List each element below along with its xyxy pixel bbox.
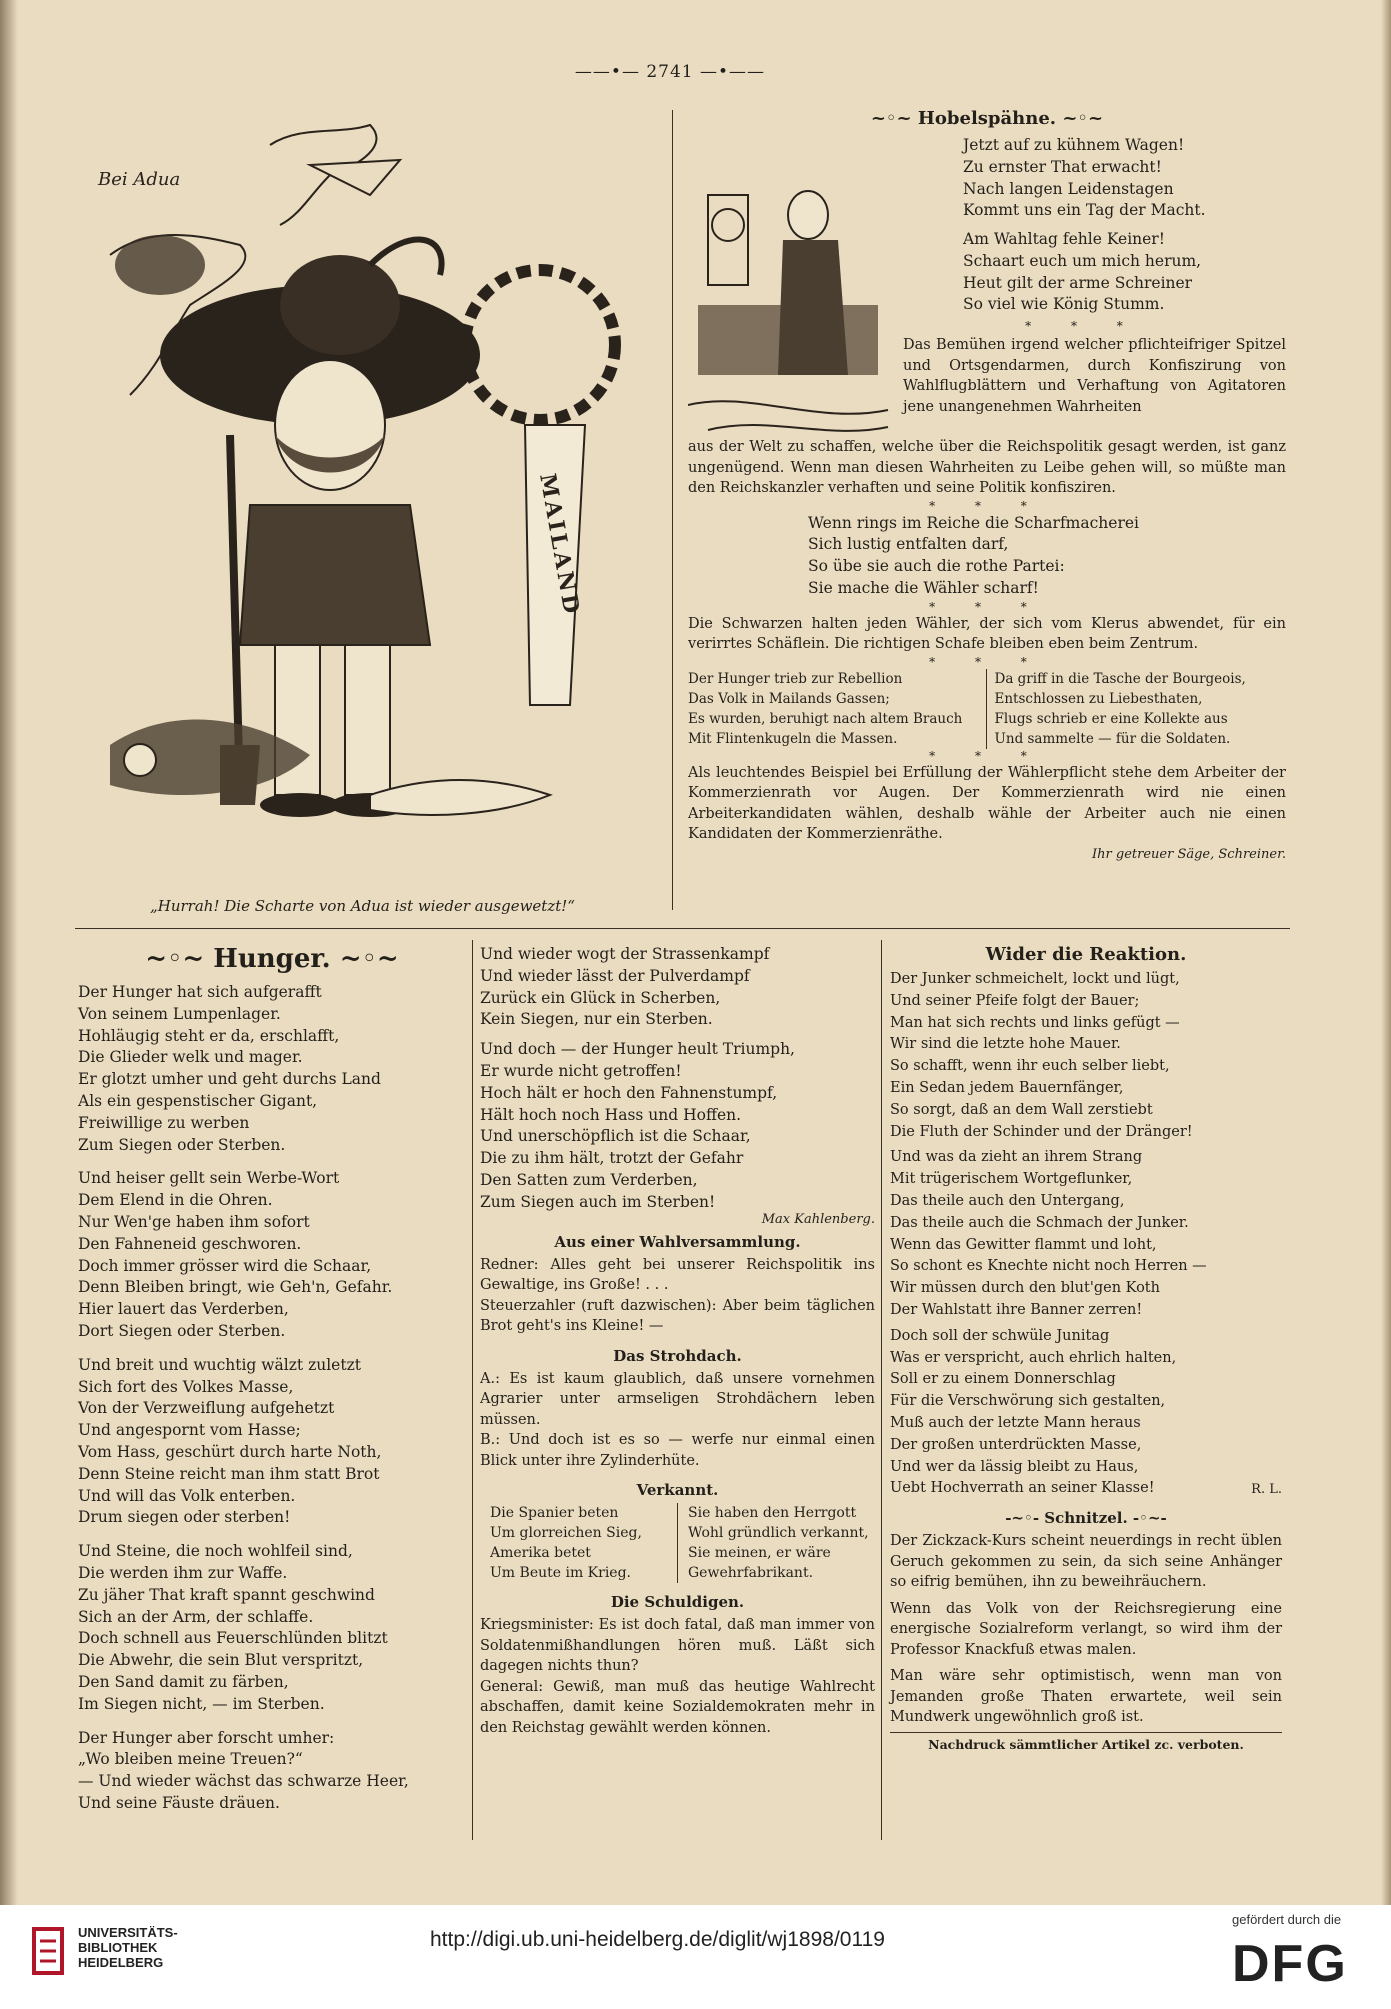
verse-line: Was er verspricht, auch ehrlich halten, (890, 1349, 1177, 1366)
verse-line: Die Abwehr, die sein Blut verspritzt, (78, 1651, 364, 1670)
verse-line: Zum Siegen auch im Sterben! (480, 1192, 716, 1211)
schuldigen-text-a: Kriegsminister: Es ist doch fatal, daß man immer von Soldatenmißhandlungen hören muß. Läßt sich dagegen nichts thun? (480, 1617, 875, 1675)
reprint-notice: Nachdruck sämmtlicher Artikel zc. verboten. (928, 1736, 1244, 1752)
verse-line: Dort Siegen oder Sterben. (78, 1321, 286, 1340)
column-divider-1 (472, 940, 473, 1840)
verse-line: Und breit und wuchtig wälzt zuletzt (78, 1355, 361, 1374)
verse-line: Denn Steine reicht man ihm statt Brot (78, 1464, 380, 1483)
hobel-signature: Ihr getreuer Säge, Schreiner. (1092, 846, 1286, 862)
verse-line: Vom Hass, geschürt durch harte Noth, (78, 1442, 382, 1461)
verse-line: Zum Siegen oder Sterben. (78, 1135, 286, 1154)
hunger-title: ~◦~ Hunger. ~◦~ (145, 944, 399, 974)
nachdruck-rule (890, 1732, 1282, 1733)
verse-line: Die zu ihm hält, trotzt der Gefahr (480, 1149, 744, 1168)
verse-line: Mit Flintenkugeln die Massen. (688, 730, 898, 747)
separator-stars: * * * (1025, 319, 1141, 333)
verse-line: Muß auch der letzte Mann heraus (890, 1414, 1141, 1431)
wider-stanza-1 (890, 969, 1282, 1143)
verse-line: Jetzt auf zu kühnem Wagen! (963, 136, 1185, 154)
separator-stars: * * * (929, 654, 1045, 669)
library-name-line: HEIDELBERG (78, 1955, 164, 1970)
verse-line: Soll er zu einem Donnerschlag (890, 1371, 1116, 1388)
verse-line: Gewehrfabrikant. (688, 1565, 814, 1582)
funding-note: gefördert durch die (1232, 1912, 1342, 1927)
verse-line: Von der Verzweiflung aufgehetzt (78, 1399, 335, 1418)
cartoon-illustration (70, 105, 660, 905)
verse-line: Doch immer grösser wird die Schaar, (78, 1256, 372, 1275)
carpenter-vignette (688, 135, 893, 445)
verkannt-right (678, 1503, 875, 1583)
verse-line: Entschlossen zu Liebesthaten, (994, 690, 1203, 707)
strohdach-text-a: A.: Es ist kaum glaublich, daß unsere vornehmen Agrarier unter armseligen Strohdächern leben müssen. (480, 1370, 875, 1428)
verse-line: Sie mache die Wähler scharf! (808, 578, 1039, 597)
verse-line: — Und wieder wächst das schwarze Heer, (78, 1772, 409, 1791)
verse-line: Der Junker schmeichelt, lockt und lügt, (890, 971, 1180, 987)
verse-line: Der Hunger trieb zur Rebellion (688, 670, 903, 687)
hobel-verse-3 (808, 513, 1286, 600)
verse-line: Zu jäher That kraft spannt geschwind (78, 1585, 375, 1604)
verkannt-verse (480, 1503, 875, 1583)
verse-line: Den Sand damit zu färben, (78, 1672, 289, 1691)
verse-line: Den Satten zum Verderben, (480, 1170, 698, 1189)
verse-line: Wohl gründlich verkannt, (688, 1525, 869, 1542)
digitization-footer (0, 1905, 1391, 2009)
verse-line: Der Wahlstatt ihre Banner zerren! (890, 1301, 1143, 1318)
library-name-line: UNIVERSITÄTS- (78, 1925, 178, 1940)
hobel-verse-4-right (987, 669, 1287, 749)
verse-line: So sorgt, daß an dem Wall zerstiebt (890, 1101, 1153, 1118)
hunger-stanza-6 (480, 944, 875, 1031)
verse-line: So schont es Knechte nicht noch Herren — (890, 1258, 1207, 1275)
poem-author: Max Kahlenberg. (761, 1211, 875, 1227)
verse-line: Hohläugig steht er da, erschlafft, (78, 1026, 340, 1045)
verse-line: Die Fluth der Schinder und der Dränger! (890, 1123, 1193, 1140)
verse-line: Und wieder lässt der Pulverdampf (480, 966, 750, 985)
middle-column (480, 944, 875, 1738)
verse-line: Die Glieder welk und mager. (78, 1048, 303, 1067)
verse-line: Das Volk in Mailands Gassen; (688, 690, 890, 707)
verse-line: Kein Siegen, nur ein Sterben. (480, 1010, 713, 1029)
hunger-stanza-4 (78, 1541, 466, 1715)
hunger-stanza-7 (480, 1039, 875, 1213)
verse-line: Den Fahneneid geschworen. (78, 1234, 302, 1253)
schnitzel-text-3: Man wäre sehr optimistisch, wenn man von Jemanden große Thaten erwartete, weil sein Mundwerk ungewöhnlich groß ist. (890, 1668, 1282, 1726)
verse-line: Sie haben den Herrgott (688, 1505, 857, 1522)
hunger-stanza-2 (78, 1168, 466, 1342)
dfg-logo: DFG (1232, 1935, 1348, 1993)
verse-line: Von seinem Lumpenlager. (78, 1004, 281, 1023)
hunger-title-text: Hunger. (213, 944, 331, 974)
separator-stars: * * * (929, 498, 1045, 513)
hobel-verse-4-left (688, 669, 987, 749)
verse-line: Kommt uns ein Tag der Macht. (963, 201, 1206, 220)
wider-stanza-3 (890, 1326, 1282, 1500)
verse-line: Und doch — der Hunger heult Triumph, (480, 1040, 795, 1059)
right-column (890, 944, 1282, 1752)
hunger-poem (78, 944, 466, 1815)
verse-line: Und unerschöpflich ist die Schaar, (480, 1127, 751, 1146)
verse-line: Da griff in die Tasche der Bourgeois, (994, 670, 1246, 687)
horizontal-divider (75, 928, 1290, 929)
separator-stars: * * * (929, 748, 1045, 763)
library-name-line: BIBLIOTHEK (78, 1940, 158, 1955)
verse-line: Amerika betet (490, 1545, 591, 1562)
verse-line: Und wieder wogt der Strassenkampf (480, 945, 770, 963)
hobelspaehne-section (688, 108, 1286, 862)
verse-line: Hält hoch noch Hass und Hoffen. (480, 1105, 742, 1124)
verse-line: Wir sind die letzte hohe Mauer. (890, 1036, 1121, 1053)
verse-line: „Wo bleiben meine Treuen?“ (78, 1750, 303, 1769)
verse-line: Um Beute im Krieg. (490, 1565, 632, 1582)
schnitzel-title: -~◦- Schnitzel. -◦~- (1005, 1509, 1167, 1528)
separator-stars: * * * (929, 599, 1045, 614)
hobel-verse-4 (688, 669, 1286, 749)
verkannt-title: Verkannt. (636, 1481, 719, 1500)
university-logo-icon (30, 1923, 70, 1983)
schnitzel-text-2: Wenn das Volk von der Reichsregierung eine energische Sozialreform verlangt, so wird ihm der Professor Knackfuß etwas malen. (890, 1600, 1282, 1658)
verse-line: Für die Verschwörung sich gestalten, (890, 1393, 1166, 1410)
verse-line: Heut gilt der arme Schreiner (963, 273, 1193, 292)
hobel-verse-2 (963, 229, 1201, 316)
verse-line: Schaart euch um mich herum, (963, 251, 1202, 270)
verse-line: So viel wie König Stumm. (963, 295, 1165, 314)
column-divider-2 (881, 940, 882, 1840)
verkannt-left (480, 1503, 678, 1583)
verse-line: Sich fort des Volkes Masse, (78, 1377, 294, 1396)
verse-line: Hoch hält er hoch den Fahnenstumpf, (480, 1083, 778, 1102)
verse-line: Am Wahltag fehle Keiner! (963, 230, 1165, 248)
verse-line: Und will das Volk enterben. (78, 1486, 296, 1505)
cartoon-drawing (70, 105, 660, 905)
verse-line: Die werden ihm zur Waffe. (78, 1563, 288, 1582)
verse-line: Dem Elend in die Ohren. (78, 1191, 273, 1210)
wahlversammlung-text-1: Redner: Alles geht bei unserer Reichspolitik ins Gewaltige, ins Große! . . . (480, 1256, 875, 1294)
verse-line: Wenn rings im Reiche die Scharfmacherei (808, 513, 1139, 532)
verse-line: Die Spanier beten (490, 1505, 619, 1522)
strohdach-title: Das Strohdach. (613, 1346, 742, 1365)
page-edge-right (1381, 0, 1391, 1905)
verse-line: Sich lustig entfalten darf, (808, 535, 1009, 554)
verse-line: Er glotzt umher und geht durchs Land (78, 1070, 381, 1089)
verse-line: Das theile auch die Schmach der Junker. (890, 1214, 1189, 1231)
verse-line: Ein Sedan jedem Bauernfänger, (890, 1079, 1124, 1096)
verse-line: So übe sie auch die rothe Partei: (808, 557, 1065, 576)
verse-line: Als ein gespenstischer Gigant, (78, 1091, 318, 1110)
verse-line: Er wurde nicht getroffen! (480, 1061, 682, 1080)
wahlversammlung-text-2: Steuerzahler (ruft dazwischen): Aber beim täglichen Brot geht's ins Kleine! — (480, 1297, 875, 1335)
verse-line: Und angespornt vom Hasse; (78, 1421, 301, 1440)
verse-line: Denn Bleiben bringt, wie Geh'n, Gefahr. (78, 1278, 393, 1297)
library-name (78, 1925, 178, 1970)
schnitzel-title-text: Schnitzel. (1044, 1509, 1128, 1528)
column-divider-top (672, 110, 673, 910)
hobelspaehne-title: ~◦~ Hobelspähne. ~◦~ (870, 108, 1104, 129)
hunger-stanza-5 (78, 1728, 466, 1815)
hobel-prose-3: Als leuchtendes Beispiel bei Erfüllung der Wählerpflicht stehe dem Arbeiter der Kommerzienrath vor Augen. Der Kommerzienrath wird nie einen Arbeiterkandidaten wählen, deshalb wähle der Arbeiter auch nie einen Kandidaten der Kommerzienräthe. (688, 764, 1286, 843)
verse-line: Und seiner Pfeife folgt der Bauer; (890, 992, 1140, 1009)
strohdach-text-b: B.: Und doch ist es so — werfe nur einmal einen Blick unter ihre Zylinderhüte. (480, 1432, 875, 1469)
wider-signature: R. L. (1251, 1482, 1282, 1498)
source-url-link[interactable]: http://digi.ub.uni-heidelberg.de/diglit/wj1898/0119 (430, 1928, 885, 1951)
schuldigen-title: Die Schuldigen. (610, 1593, 745, 1612)
hunger-stanza-3 (78, 1355, 466, 1529)
sash-text: MAILAND (534, 471, 585, 619)
verse-line: Mit trügerischem Wortgeflunker, (890, 1171, 1133, 1188)
verse-line: Man hat sich rechts und links gefügt — (890, 1014, 1180, 1031)
verse-line: Hier lauert das Verderben, (78, 1300, 289, 1319)
verse-line: Der Hunger hat sich aufgerafft (78, 983, 322, 1001)
verse-line: Sie meinen, er wäre (688, 1545, 831, 1562)
verse-line: Doch schnell aus Feuerschlünden blitzt (78, 1629, 388, 1648)
verse-line: Um glorreichen Sieg, (490, 1525, 642, 1542)
verse-line: Und seine Fäuste dräuen. (78, 1793, 280, 1812)
schuldigen-text-b: General: Gewiß, man muß das heutige Wahlrecht abschaffen, damit keine Sozialdemokraten mehr in den Reichstag gewählt werden können. (480, 1678, 875, 1736)
verse-line: Zurück ein Glück in Scherben, (480, 988, 721, 1007)
verse-line: Drum siegen oder sterben! (78, 1508, 291, 1527)
verse-line: Wenn das Gewitter flammt und loht, (890, 1236, 1157, 1253)
page-number-value: 2741 (646, 62, 694, 82)
verse-line: Nach langen Leidenstagen (963, 179, 1174, 198)
hobelspaehne-title-text: Hobelspähne. (917, 108, 1057, 129)
verse-line: Und sammelte — für die Soldaten. (994, 730, 1231, 747)
page-edge-left (0, 0, 18, 1905)
verse-line: Es wurden, beruhigt nach altem Brauch (688, 710, 963, 727)
hobel-prose-1b: aus der Welt zu schaffen, welche über die Reichspolitik gesagt werden, ist ganz ungenügend. Wenn man diesen Wahrheiten zu Leibe gehen will, so müßte man den Reichskanzler verhaften und seine Politik konfisziren. (688, 439, 1286, 496)
verse-line: Und wer da lässig bleibt zu Haus, (890, 1458, 1139, 1475)
cartoon-caption: „Hurrah! Die Scharte von Adua ist wieder ausgewetzt!“ (150, 897, 575, 915)
verse-line: Und heiser gellt sein Werbe-Wort (78, 1169, 340, 1188)
verse-line: Zu ernster That erwacht! (963, 157, 1162, 176)
verse-line: Der Hunger aber forscht umher: (78, 1728, 335, 1747)
wider-stanza-2 (890, 1147, 1282, 1321)
hunger-stanza-1 (78, 982, 466, 1156)
verse-line: Das theile auch den Untergang, (890, 1192, 1125, 1209)
verse-line: Sich an der Arm, der schlaffe. (78, 1607, 314, 1626)
hobel-prose-2: Die Schwarzen halten jeden Wähler, der sich vom Klerus abwendet, für ein verirrtes Schäflein. Die richtigen Schafe bleiben eben beim Zentrum. (688, 615, 1286, 653)
hobel-prose-1a: Das Bemühen irgend welcher pflichteifriger Spitzel und Ortsgendarmen, durch Konfiszirung von Wahlflugblättern und Verhaftung von Agitatoren jene unangenehmen Wahrheiten (903, 337, 1286, 415)
schnitzel-text-1: Der Zickzack-Kurs scheint neuerdings in recht üblen Geruch gekommen zu sein, da sich seine Anhänger so eifrig bemühen, ihn zu beweihräuchern. (890, 1533, 1282, 1591)
hobel-verse-1 (963, 135, 1206, 222)
verse-line: Wir müssen durch den blut'gen Koth (890, 1280, 1160, 1297)
verse-line: Nur Wen'ge haben ihm sofort (78, 1212, 310, 1231)
wider-title: Wider die Reaktion. (985, 944, 1187, 965)
wahlversammlung-title: Aus einer Wahlversammlung. (554, 1232, 801, 1251)
verse-line: Und was da zieht an ihrem Strang (890, 1149, 1143, 1166)
verse-line: So schafft, wenn ihr euch selber liebt, (890, 1058, 1170, 1075)
verse-line: Der großen unterdrückten Masse, (890, 1436, 1142, 1453)
verse-line: Freiwillige zu werben (78, 1113, 250, 1132)
verse-line: Im Siegen nicht, — im Sterben. (78, 1694, 325, 1713)
verse-line: Flugs schrieb er eine Kollekte aus (994, 710, 1228, 727)
verse-line: Doch soll der schwüle Junitag (890, 1327, 1110, 1344)
page-number: ——•— 2741 —•—— (574, 62, 766, 82)
verse-line: Und Steine, die noch wohlfeil sind, (78, 1542, 353, 1561)
verse-line: Uebt Hochverrath an seiner Klasse! (890, 1480, 1155, 1497)
label-bei-adua: Bei Adua (98, 169, 181, 190)
